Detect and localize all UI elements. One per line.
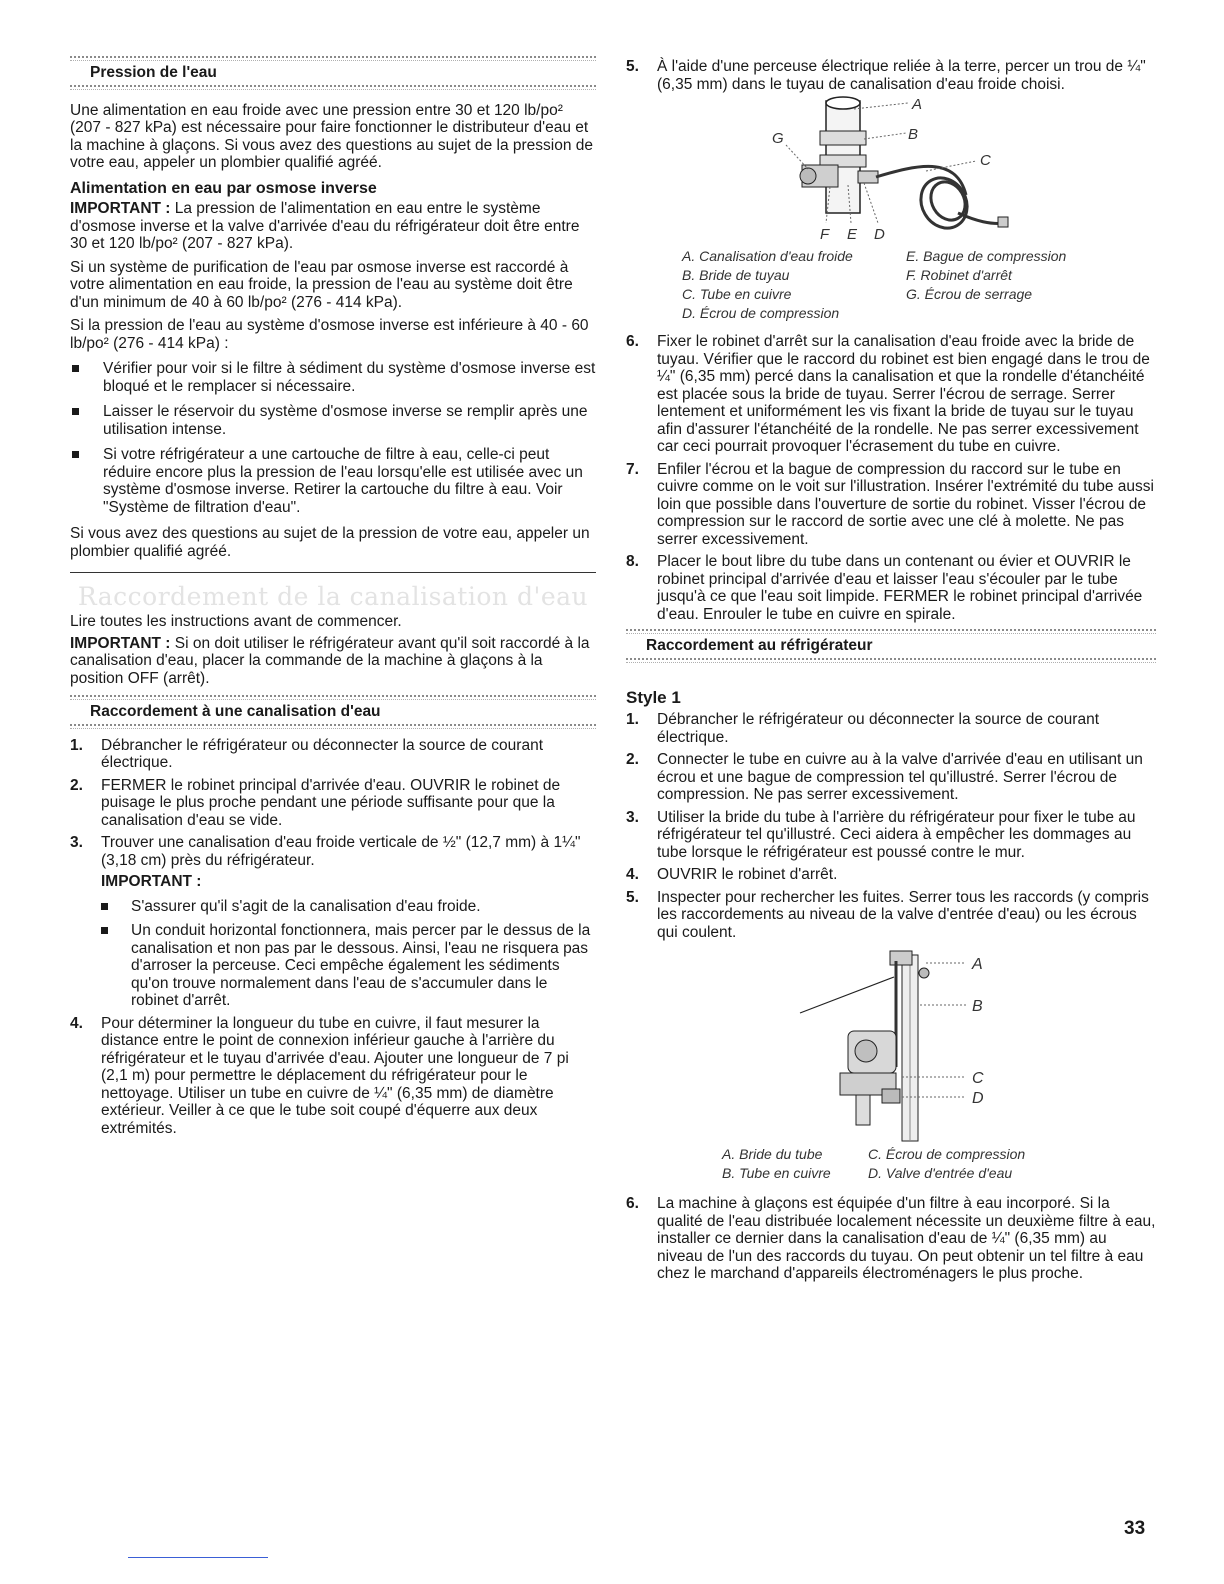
step-number: 5.	[626, 58, 639, 75]
step-number: 1.	[626, 711, 639, 728]
style-title: Style 1	[626, 687, 681, 707]
caption: A. Canalisation d'eau froide	[682, 248, 853, 264]
section-rule	[70, 572, 596, 573]
ro-paragraph-2: Si un système de purification de l'eau par osmose inverse est raccordé à votre alimentation en eau froide, la pression de l'eau au système doit être d'un minimum de 40 à 60 lb/po² (276 - 414 kPa).	[70, 258, 573, 311]
ro-bullet-list	[70, 360, 596, 516]
figure1-captions	[626, 247, 1156, 323]
style-steps	[626, 711, 1156, 941]
step-text: Débrancher le réfrigérateur ou déconnecter la source de courant électrique.	[101, 736, 544, 771]
important-text: La pression de l'alimentation en eau entre le système d'osmose inverse et la valve d'arrivée d'eau du réfrigérateur doit être entre 30 et 120 lb/po² (207 - 827 kPa).	[70, 200, 580, 252]
step-item	[70, 737, 596, 772]
step-text: La machine à glaçons est équipée d'un filtre à eau incorporé. Si la qualité de l'eau distribuée localement nécessite un deuxième filtre à eau, installer ce dernier dans la canalisation d'eau de ¼" (6,35 mm) au niveau de l'un des raccords du tuyau. On peut obtenir un tel filtre à eau chez le marchand d'appareils électroménagers le plus proche.	[657, 1195, 1156, 1282]
caption: A. Bride du tube	[722, 1146, 823, 1162]
step-text: Placer le bout libre du tube dans un contenant ou évier et OUVRIR le robinet principal d'arrivée d'eau et laisser l'eau s'écouler par le tube jusqu'à ce que l'eau soit limpide. FERMER le robinet principal d'arrivée d'eau. Enrouler le tube en cuivre en spirale.	[657, 553, 1143, 623]
figure-letter: A	[912, 96, 923, 113]
list-item: S'assurer qu'il s'agit de la canalisation d'eau froide.	[101, 898, 596, 916]
caption: D. Valve d'entrée d'eau	[868, 1165, 1013, 1181]
step-number: 2.	[626, 751, 639, 768]
step-number: 5.	[626, 888, 639, 906]
step-item	[626, 333, 1156, 456]
pressure-text: Une alimentation en eau froide avec une pression entre 30 et 120 lb/po² (207 - 827 kPa) est nécessaire pour faire fonctionner le distributeur d'eau et la machine à glaçons. Si vous avez des questions au sujet de la pression de votre eau, appeler un plombier qualifié agréé.	[70, 101, 594, 171]
divider	[70, 724, 596, 729]
caption: E. Bague de compression	[906, 248, 1067, 264]
step-text: Utiliser la bride du tube à l'arrière du réfrigérateur pour fixer le tube au réfrigérateur tel qu'illustré. Ceci aidera à empêcher les dommages au tube lorsque le réfrigérateur est poussé contre le mur.	[657, 808, 1136, 861]
caption: C. Tube en cuivre	[682, 286, 792, 302]
ro-paragraph-4: Si vous avez des questions au sujet de la pression de votre eau, appeler un plombier qualifié agréé.	[70, 525, 590, 560]
connect-heading: Raccordement à une canalisation d'eau	[90, 703, 381, 720]
figure-letter: B	[972, 998, 983, 1015]
inlet-valve-illustration	[626, 947, 1156, 1143]
ro-paragraph-3: Si la pression de l'eau au système d'osmose inverse est inférieure à 40 - 60 lb/po² (276 - 414 kPa) :	[70, 317, 589, 352]
step3-important: IMPORTANT :	[101, 873, 202, 890]
figure-letter: B	[908, 126, 919, 143]
caption: F. Robinet d'arrêt	[906, 267, 1012, 283]
step-item	[626, 58, 1156, 93]
shutoff-valve-illustration	[626, 95, 1156, 243]
footer-line	[128, 1557, 268, 1558]
ro-important	[70, 200, 596, 253]
figure-letter: G	[772, 130, 784, 147]
step-text: FERMER le robinet principal d'arrivée d'eau. OUVRIR le robinet de puisage le plus proche pendant une période suffisante pour que la canalisation d'eau se vide.	[101, 776, 561, 829]
step-number: 6.	[626, 333, 639, 350]
step-item	[626, 866, 1156, 884]
caption-col-left	[682, 247, 906, 323]
list-item: Si votre réfrigérateur a une cartouche de filtre à eau, celle-ci peut réduire encore plus la pression de l'eau lorsqu'elle est utilisée avec un système d'osmose inverse. Retirer la cartouche du filtre à eau. Voir "Système de filtration d'eau".	[70, 446, 596, 516]
connect-steps	[70, 737, 596, 1138]
valve-steps	[626, 333, 1156, 623]
step-number: 4.	[626, 866, 639, 883]
figure-letter: D	[972, 1090, 984, 1107]
step-item	[70, 1015, 596, 1138]
figure-letter: C	[980, 152, 991, 169]
figure-letter: C	[972, 1070, 984, 1087]
caption-col-right	[868, 1145, 1088, 1183]
divider	[626, 658, 1156, 663]
step-number: 8.	[626, 553, 639, 570]
caption: C. Écrou de compression	[868, 1146, 1026, 1162]
step-item	[626, 889, 1156, 942]
important-text: Si on doit utiliser le réfrigérateur avant qu'il soit raccordé à la canalisation d'eau, placer la commande de la machine à glaçons à la position OFF (arrêt).	[70, 634, 590, 687]
right-column	[626, 56, 1156, 1283]
step-number: 6.	[626, 1195, 639, 1212]
section-title: Raccordement de la canalisation d'eau	[77, 582, 589, 611]
page-number: 33	[1124, 1518, 1146, 1539]
filter-step	[626, 1195, 1156, 1283]
caption: B. Bride de tuyau	[682, 267, 790, 283]
step-item	[626, 553, 1156, 623]
step-item	[626, 711, 1156, 746]
step-text: Enfiler l'écrou et la bague de compression du raccord sur le tube en cuivre comme on le voit sur l'illustration. Insérer l'extrémité du tube aussi loin que possible dans l'ouverture de sortie du robinet. Visser l'écrou de compression sur le raccord de sortie avec une clé à molette. Ne pas serrer excessivement.	[657, 460, 1154, 548]
step-item	[626, 751, 1156, 804]
figure-letter: A	[972, 956, 983, 973]
shutoff-valve-figure	[626, 95, 1156, 243]
step3-bullets	[101, 898, 596, 1010]
important-2	[70, 635, 596, 688]
step-item	[70, 777, 596, 830]
step-number: 2.	[70, 776, 83, 794]
step-text: À l'aide d'une perceuse électrique reliée à la terre, percer un trou de ¼" (6,35 mm) dans le tuyau de canalisation d'eau froide choisi.	[657, 58, 1146, 93]
step-text: Fixer le robinet d'arrêt sur la canalisation d'eau froide avec la bride de tuyau. Vérifier que le raccord du robinet est bien engagé dans le trou de ¼" (6,35 mm) percé dans la canalisation et que la rondelle d'étanchéité est placée sous la bride de tuyau. Serrer l'écrou de serrage. Serrer lentement et uniformément les vis fixant la bride de tuyau sur le tuyau afin d'assurer l'étanchéité de la rondelle. Ne pas serrer excessivement car ceci pourrait provoquer l'écrasement du tube en cuivre.	[657, 333, 1150, 455]
left-column	[70, 56, 596, 1137]
step-text: OUVRIR le robinet d'arrêt.	[657, 866, 838, 883]
divider	[70, 85, 596, 90]
ro-heading: Alimentation en eau par osmose inverse	[70, 179, 377, 197]
caption: D. Écrou de compression	[682, 305, 840, 321]
step-item	[626, 1195, 1156, 1283]
step-text: Connecter le tube en cuivre au à la valve d'arrivée d'eau en utilisant un écrou et une bague de compression tel qu'illustré. Serrer l'écrou de compression. Ne pas serrer excessivement.	[657, 751, 1143, 803]
list-item: Un conduit horizontal fonctionnera, mais percer par le dessus de la canalisation et non pas par le dessous. Ainsi, l'eau ne risquera pas d'arroser la perceuse. Ceci empêche également les sédiments qu'on trouve normalement dans l'eau de s'accumuler dans le robinet d'arrêt.	[101, 922, 596, 1010]
list-item: Vérifier pour voir si le filtre à sédiment du système d'osmose inverse est bloqué et le remplacer si nécessaire.	[70, 360, 596, 395]
step-text: Pour déterminer la longueur du tube en cuivre, il faut mesurer la distance entre le point de connexion inférieur gauche à l'arrière du réfrigérateur et le tuyau d'arrivée d'eau. Ajouter une longueur de 7 pi (2,1 m) pour permettre le déplacement du réfrigérateur pour le nettoyage. Utiliser un tube en cuivre de ¼" (6,35 mm) de diamètre extérieur. Veiller à ce que le tube soit coupé d'équerre aux deux extrémités.	[101, 1014, 569, 1137]
step-number: 3.	[626, 808, 639, 826]
step-item	[626, 461, 1156, 549]
read-all-instructions: Lire toutes les instructions avant de commencer.	[70, 613, 402, 630]
fridge-heading: Raccordement au réfrigérateur	[646, 637, 873, 654]
important-label: IMPORTANT :	[70, 634, 171, 652]
step-item	[70, 834, 596, 1010]
drill-step	[626, 58, 1156, 93]
step-text: Trouver une canalisation d'eau froide verticale de ½" (12,7 mm) à 1¼" (3,18 cm) près du réfrigérateur.	[101, 834, 581, 869]
step-text: Inspecter pour rechercher les fuites. Serrer tous les raccords (y compris les raccordements au niveau de la valve d'entrée d'eau) ou les écrous qui coulent.	[657, 888, 1149, 941]
list-item: Laisser le réservoir du système d'osmose inverse se remplir après une utilisation intense.	[70, 403, 596, 438]
caption-col-right	[906, 247, 1146, 323]
step-item	[626, 809, 1156, 862]
important-label: IMPORTANT :	[70, 200, 171, 217]
figure-letter: F	[820, 226, 830, 243]
caption-col-left	[722, 1145, 868, 1183]
caption: B. Tube en cuivre	[722, 1165, 831, 1181]
step-text: Débrancher le réfrigérateur ou déconnecter la source de courant électrique.	[657, 711, 1100, 746]
step-number: 4.	[70, 1014, 83, 1032]
figure-letter: E	[847, 226, 858, 243]
figure-letter: D	[874, 226, 885, 243]
step-number: 3.	[70, 834, 83, 851]
figure2-captions	[626, 1145, 1156, 1183]
step-number: 1.	[70, 736, 83, 754]
step-number: 7.	[626, 460, 639, 478]
inlet-valve-figure	[626, 947, 1156, 1143]
caption: G. Écrou de serrage	[906, 286, 1033, 302]
pressure-heading: Pression de l'eau	[90, 64, 217, 81]
